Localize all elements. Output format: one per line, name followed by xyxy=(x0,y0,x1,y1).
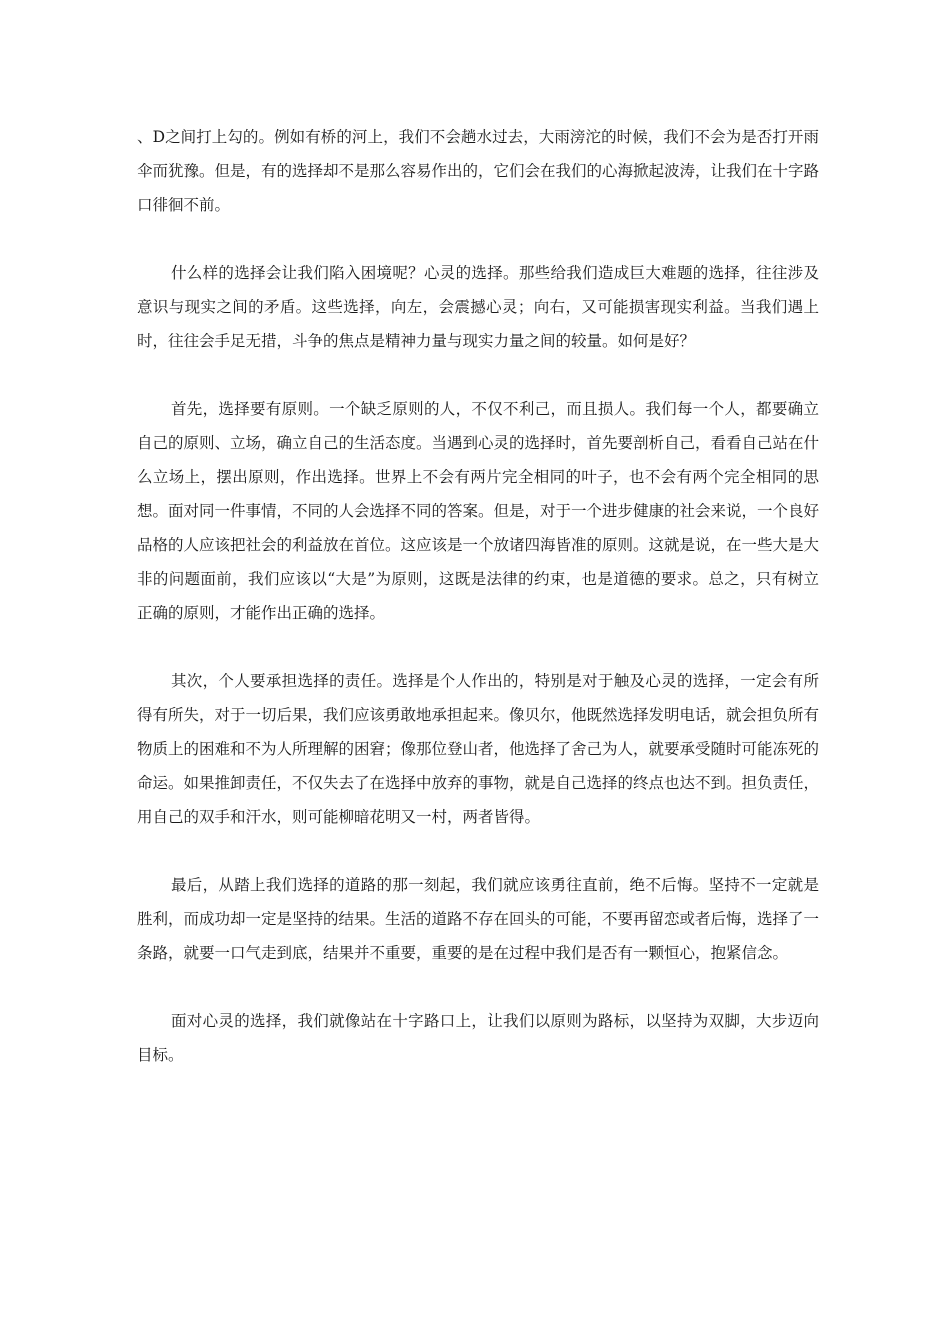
paragraph-2: 什么样的选择会让我们陷入困境呢？心灵的选择。那些给我们造成巨大难题的选择，往往涉及意识与现实之间的矛盾。这些选择，向左，会震撼心灵；向右，又可能损害现实利益。当我们遇上时，往往会手足无措，斗争的焦点是精神力量与现实力量之间的较量。如何是好？ xyxy=(137,264,819,350)
paragraph-3: 首先，选择要有原则。一个缺乏原则的人，不仅不利己，而且损人。我们每一个人，都要确立自己的原则、立场，确立自己的生活态度。当遇到心灵的选择时，首先要剖析自己，看看自己站在什么立场上，摆出原则，作出选择。世界上不会有两片完全相同的叶子，也不会有两个完全相同的思想。面对同一件事情，不同的人会选择不同的答案。但是，对于一个进步健康的社会来说，一个良好品格的人应该把社会的利益放在首位。这应该是一个放诸四海皆准的原则。这就是说，在一些大是大非的问题面前，我们应该以“大是”为原则，这既是法律的约束，也是道德的要求。总之，只有树立正确的原则，才能作出正确的选择。 xyxy=(137,400,820,622)
paragraph-4: 其次，个人要承担选择的责任。选择是个人作出的，特别是对于触及心灵的选择，一定会有所得有所失，对于一切后果，我们应该勇敢地承担起来。像贝尔，他既然选择发明电话，就会担负所有物质上的困难和不为人所理解的困窘；像那位登山者，他选择了舍己为人，就要承受随时可能冻死的命运。如果推卸责任，不仅失去了在选择中放弃的事物，就是自己选择的终点也达不到。担负责任，用自己的双手和汗水，则可能柳暗花明又一村，两者皆得。 xyxy=(137,672,820,826)
paragraph-gap xyxy=(137,834,819,868)
paragraph-gap xyxy=(137,970,819,1004)
paragraph-gap xyxy=(137,222,819,256)
paragraph-5: 最后，从踏上我们选择的道路的那一刻起，我们就应该勇往直前，绝不后悔。坚持不一定就是胜利，而成功却一定是坚持的结果。生活的道路不存在回头的可能，不要再留恋或者后悔，选择了一条路，就要一口气走到底，结果并不重要，重要的是在过程中我们是否有一颗恒心，抱紧信念。 xyxy=(137,876,820,962)
paragraph-gap xyxy=(137,630,819,664)
paragraph-gap xyxy=(137,358,819,392)
paragraph-6: 面对心灵的选择，我们就像站在十字路口上，让我们以原则为路标，以坚持为双脚，大步迈向目标。 xyxy=(137,1012,819,1064)
paragraph-1: 、D之间打上勾的。例如有桥的河上，我们不会趟水过去，大雨滂沱的时候，我们不会为是否打开雨伞而犹豫。但是，有的选择却不是那么容易作出的，它们会在我们的心海掀起波涛，让我们在十字路口徘徊不前。 xyxy=(137,128,820,214)
document-page xyxy=(137,120,819,1072)
